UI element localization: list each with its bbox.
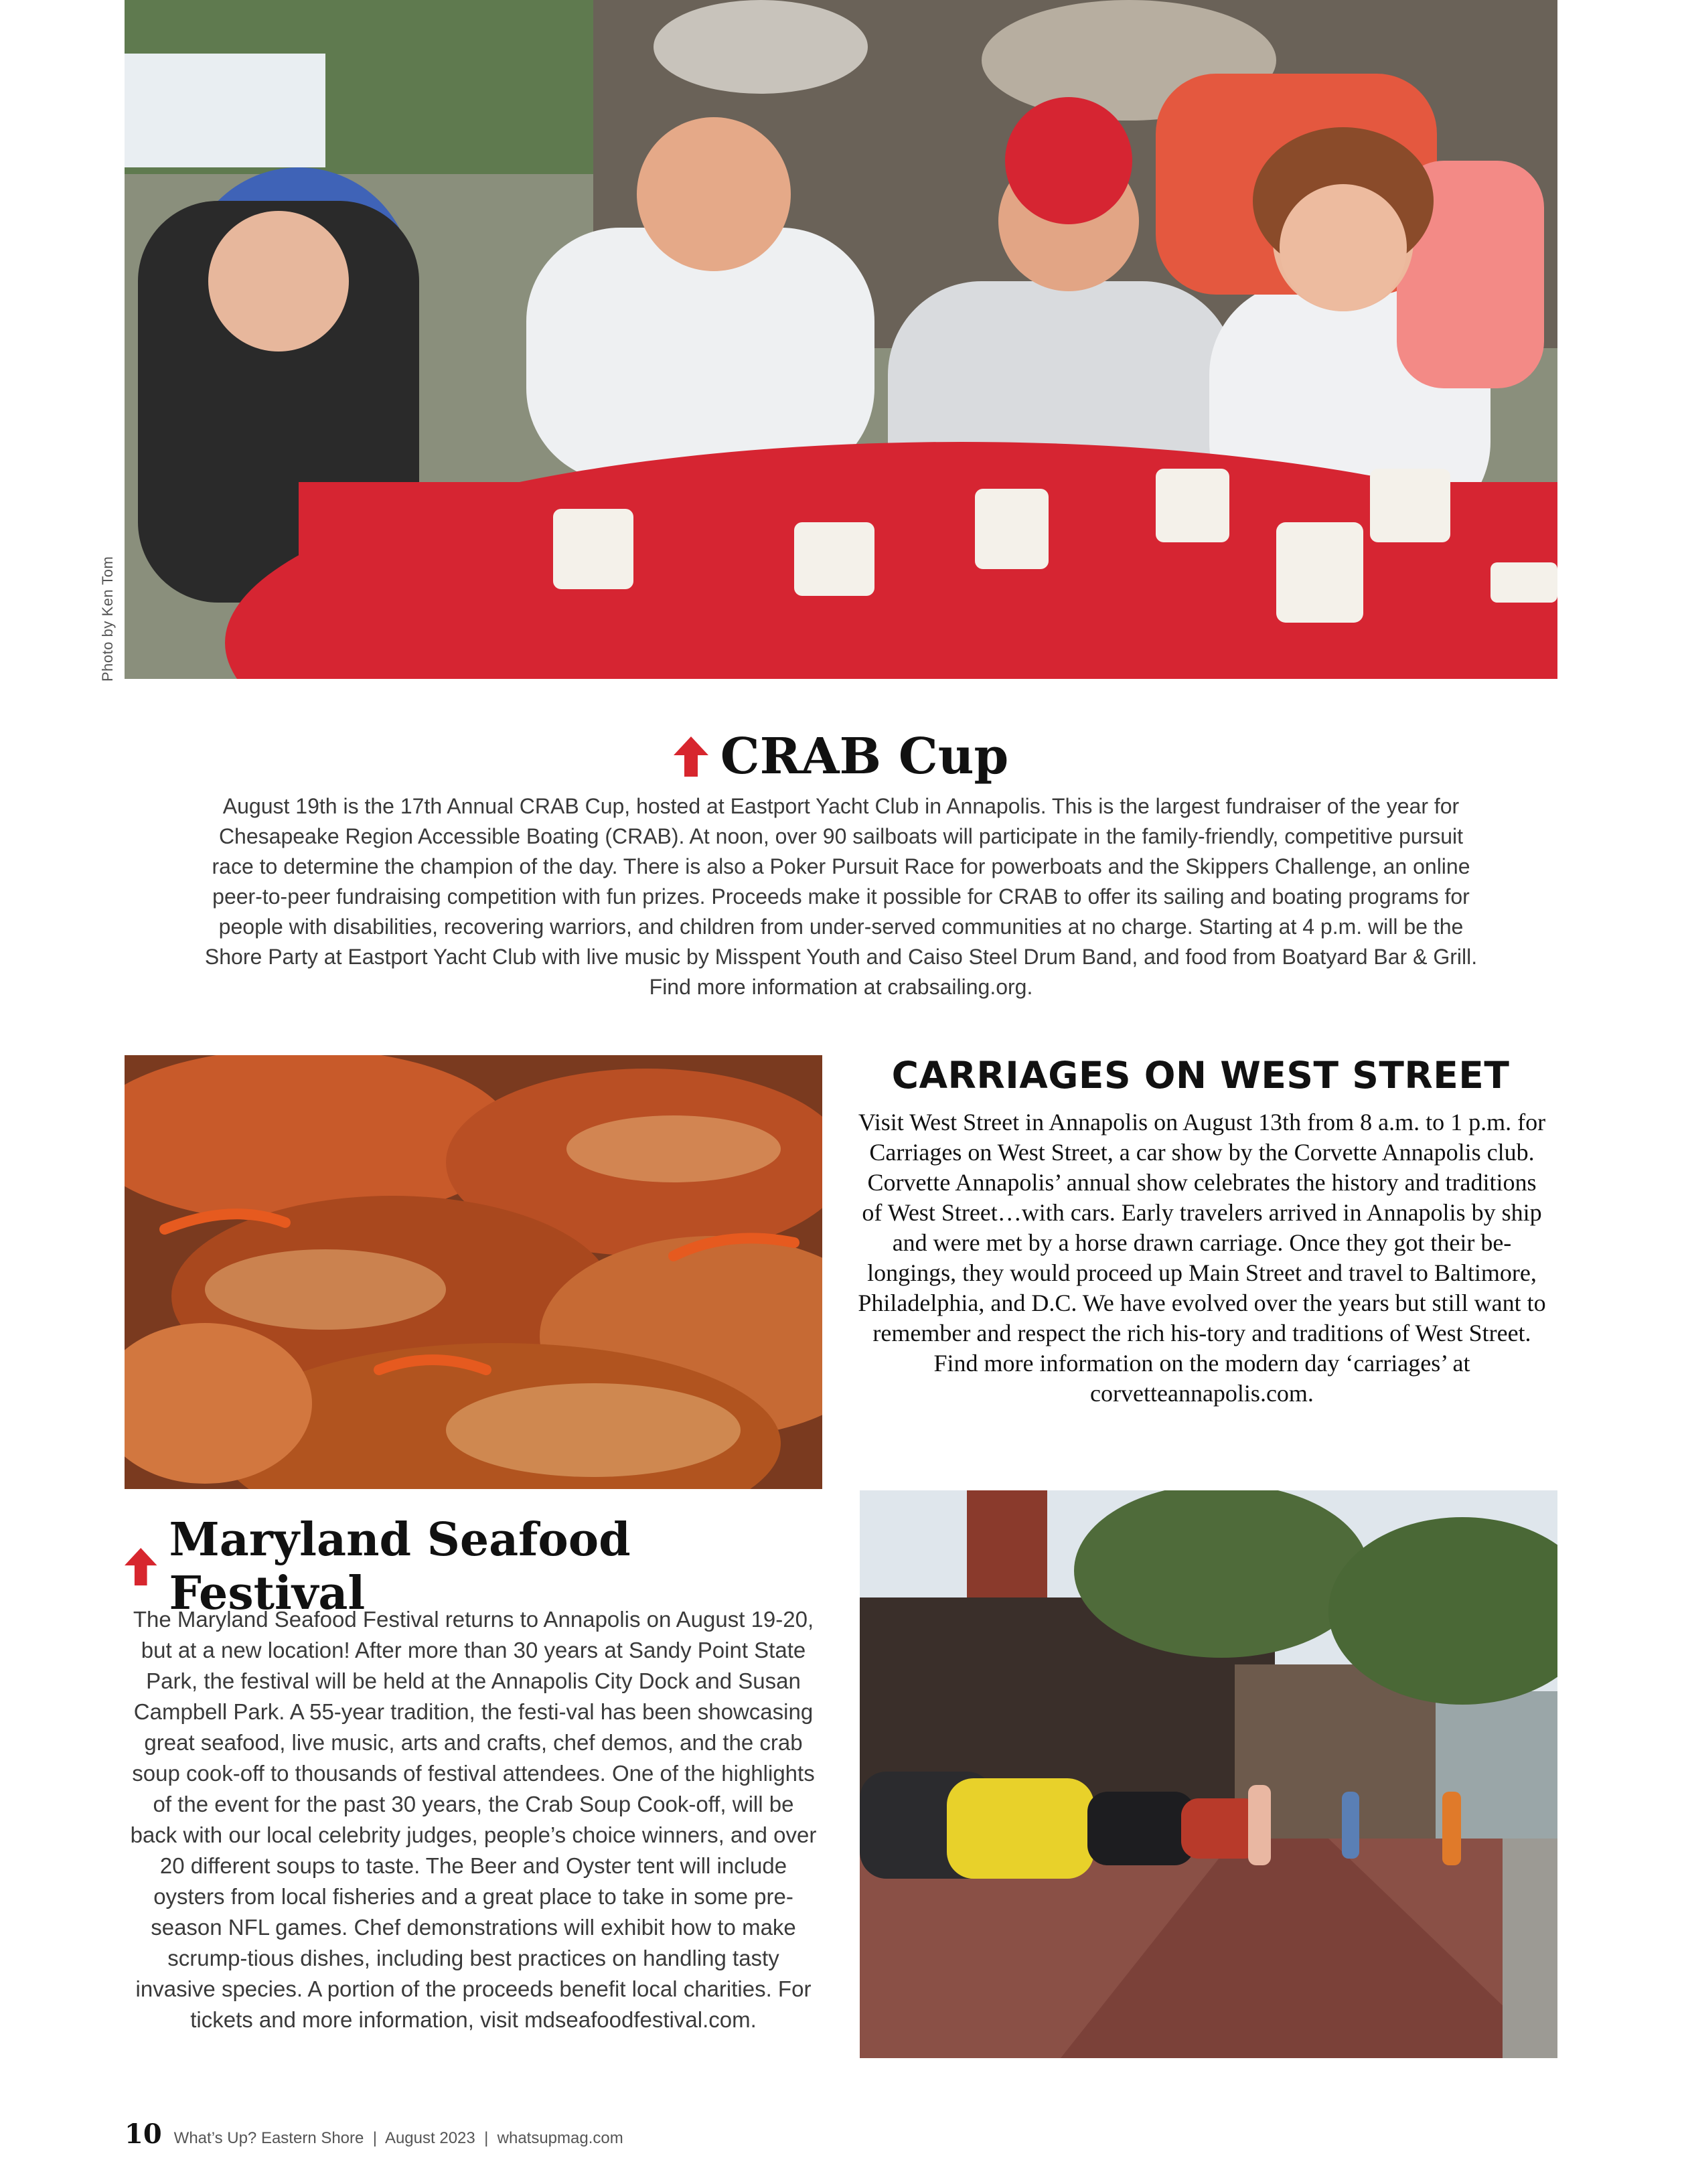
- crabs-photo: [125, 1055, 822, 1489]
- seafood-heading: [125, 1513, 822, 1620]
- up-arrow-icon: [125, 1547, 157, 1586]
- seafood-title: Maryland Seafood Festival: [169, 1513, 631, 1620]
- carriages-heading: CARRIAGES ON WEST STREET: [891, 1054, 1510, 1097]
- car-show-photo: [860, 1490, 1557, 2058]
- page-number: 10: [125, 2118, 162, 2150]
- up-arrow-icon: [674, 736, 708, 777]
- crab-cup-photo: [125, 0, 1557, 679]
- crab-cup-heading: [125, 726, 1557, 787]
- seafood-body: The Maryland Seafood Festival returns to Annapolis on August 19-20, but at a new location! After more than 30 years at Sandy Point State Park, the festival will be held at the Annapolis City Dock and Susan Campbell Park. A 55-year tradition, the festi-val has been showcasing great seafood, live music, arts and crafts, chef demos, and the crab soup cook-off to thousands of festival attendees. One of the highlights of the event for the past 30 years, the Crab Soup Cook-off, will be back with our local celebrity judges, people’s choice winners, and over 20 different soups to taste. The Beer and Oyster tent will include oysters from local fisheries and a great place to take in some pre-season NFL games. Chef demonstrations will exhibit how to make scrump-tious dishes, including best practices on handling tasty invasive species. A portion of the proceeds benefit local charities. For tickets and more information, visit mdseafoodfestival.com.: [130, 1607, 817, 2032]
- photo-credit: Photo by Ken Tom: [99, 556, 116, 682]
- crab-cup-body: August 19th is the 17th Annual CRAB Cup, hosted at Eastport Yacht Club in Annapolis. This is the largest fundraiser of the year for Chesapeake Region Accessible Boating (CRAB). At noon, over 90 sailboats will participate in the family-friendly, competitive pursuit race to determine the champion of the day. There is also a Poker Pursuit Race for powerboats and the Skippers Challenge, an online peer-to-peer fundraising competition with fun prizes. Proceeds make it possible for CRAB to offer its sailing and boating programs for people with disabilities, recovering warriors, and children from under-served communities at no charge. Starting at 4 p.m. will be the Shore Party at Eastport Yacht Club with live music by Misspent Youth and Caiso Steel Drum Band, and food from Boatyard Bar & Grill. Find more information at crabsailing.org.: [204, 794, 1478, 999]
- footer-text: What’s Up? Eastern Shore | August 2023 | whatsupmag.com: [173, 2129, 623, 2147]
- page-footer: [125, 2118, 623, 2150]
- carriages-body: Visit West Street in Annapolis on August 13th from 8 a.m. to 1 p.m. for Carriages on West Street, a car show by the Corvette Annapolis club. Corvette Annapolis’ annual show celebrates the history and traditions of West Street…with cars. Early travelers arrived in Annapolis by ship and were met by a horse drawn carriage. Once they got their be-longings, they would proceed up Main Street and travel to Baltimore, Philadelphia, and D.C. We have evolved over the years but still want to remember and respect the rich his-tory and traditions of West Street. Find more information on the modern day ‘carriages’ at corvetteannapolis.com.: [858, 1109, 1546, 1407]
- crab-cup-title: CRAB Cup: [720, 728, 1009, 785]
